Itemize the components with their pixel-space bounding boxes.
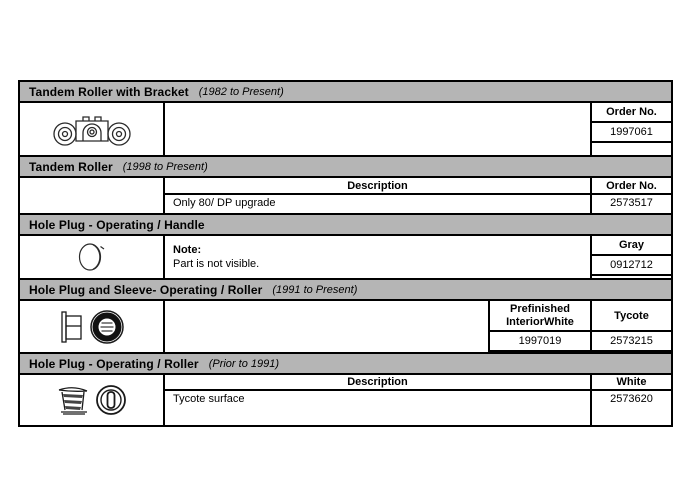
section-header-hole-plug-handle [20,215,671,236]
finish-header-line2: InteriorWhite [506,315,574,328]
part-image-cell [20,103,165,155]
order-no-value-prefinished: 1997019 [488,332,590,352]
order-column [590,103,671,155]
section-date: (Prior to 1991) [208,357,279,370]
section-title: Hole Plug - Operating / Handle [29,217,205,232]
section-body-hole-plug-roller [20,375,671,425]
hole-plug-prior-drawing-icon [53,381,131,419]
section-title: Tandem Roller with Bracket [29,84,189,99]
empty-cell [165,301,488,352]
tandem-roller-with-bracket-drawing-icon [52,109,132,149]
section-header-hole-plug-roller [20,354,671,375]
order-no-value: 2573517 [590,195,671,213]
order-column [590,236,671,278]
order-no-value-tycote: 2573215 [590,332,671,352]
section-title: Hole Plug - Operating / Roller [29,356,199,371]
order-no-value: 1997061 [592,123,671,143]
finish-header-tycote: Tycote [590,301,671,332]
color-header: Gray [592,236,671,256]
section-body-tandem-roller [20,178,671,215]
section-header-tandem-roller [20,157,671,178]
color-header: White [590,375,671,391]
empty-cell [592,143,671,155]
description-value: Only 80/ DP upgrade [173,197,276,209]
empty-cell [592,276,671,278]
order-no-value: 0912712 [592,256,671,276]
empty-cell [165,103,590,155]
section-date: (1982 to Present) [198,85,284,98]
part-image-cell [20,236,165,278]
description-header: Description [165,375,590,391]
section-header-hole-plug-and-sleeve [20,280,671,301]
note-label: Note: [173,244,202,256]
note-cell [165,236,590,278]
finish-header-line1: Prefinished [510,302,570,315]
section-body-tandem-roller-with-bracket [20,103,671,157]
finish-header-prefinished [488,301,590,332]
order-no-value: 2573620 [590,391,671,425]
note-text: Part is not visible. [173,258,260,270]
section-body-hole-plug-handle [20,236,671,280]
parts-table [18,80,673,427]
section-date: (1991 to Present) [272,283,358,296]
hole-plug-and-sleeve-drawing-icon [55,305,129,349]
section-title: Tandem Roller [29,159,113,174]
description-header: Description [165,178,590,195]
order-no-header: Order No. [590,178,671,195]
description-value: Tycote surface [173,393,245,405]
part-image-cell [20,375,165,425]
section-date: (1998 to Present) [122,160,208,173]
section-body-hole-plug-and-sleeve [20,301,671,354]
empty-image-cell [20,178,165,213]
part-image-cell [20,301,165,352]
order-no-header: Order No. [592,103,671,123]
section-title: Hole Plug and Sleeve- Operating / Roller [29,282,263,297]
section-header-tandem-roller-with-bracket [20,82,671,103]
hole-plug-oval-drawing-icon [77,240,107,274]
